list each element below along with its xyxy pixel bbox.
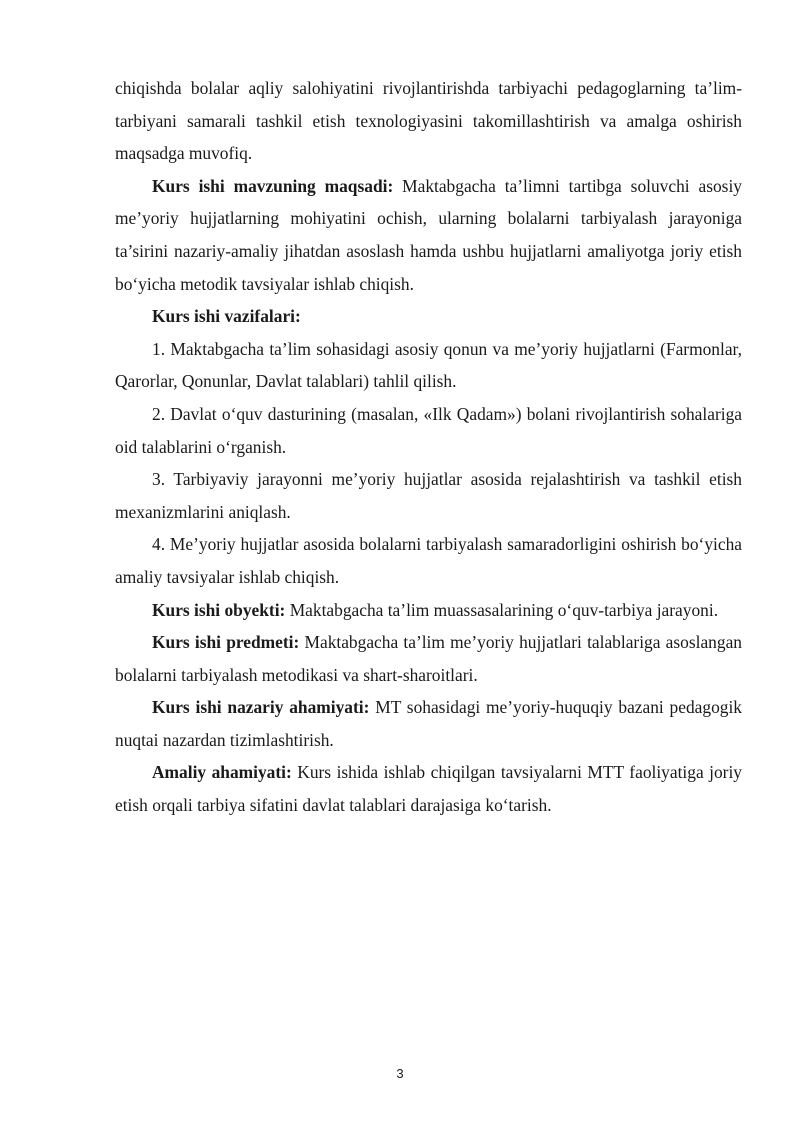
theoretical-text: MT sohasidagi me’yoriy-huquqiy bazani pedagogik nuqtai nazardan tizimlashtirish. — [115, 697, 742, 750]
subject-label: Kurs ishi predmeti: — [152, 632, 300, 653]
paragraph-continuation — [115, 72, 742, 170]
theoretical-label: Kurs ishi nazariy ahamiyati: — [152, 697, 370, 718]
paragraph-theoretical-significance — [115, 691, 742, 756]
tasks-label: Kurs ishi vazifalari: — [152, 306, 301, 327]
task-item-2 — [115, 398, 742, 463]
task-text: 2. Davlat o‘quv dasturining (masalan, «Ilk Qadam») bolani rivojlantirish sohalariga oid talablarini o‘rganish. — [115, 403, 742, 457]
goal-text: Maktabgacha ta’limni tartibga soluvchi asosiy me’yoriy hujjatlarning mohiyatini ochish, ularning bolalarni tarbiyalash jarayoniga ta’sirini nazariy-amaliy jihatdan asoslash hamda ushbu hujjatlarni amaliyotga joriy etish bo‘yicha metodik tavsiyalar ishlab chiqish. — [115, 175, 742, 294]
task-item-3 — [115, 463, 742, 528]
paragraph-tasks-heading — [115, 300, 742, 333]
paragraph-text: chiqishda bolalar aqliy salohiyatini rivojlantirishda tarbiyachi pedagoglarning ta’lim-tarbiyani samarali tashkil etish texnologiyasini takomillashtirish va amalga oshirish maqsadga muvofiq. — [115, 78, 742, 164]
page-number: 3 — [396, 1066, 404, 1081]
task-text: 4. Me’yoriy hujjatlar asosida bolalarni tarbiyalash samaradorligini oshirish bo‘yicha amaliy tavsiyalar ishlab chiqish. — [115, 534, 742, 587]
object-text: Maktabgacha ta’lim muassasalarining o‘quv-tarbiya jarayoni. — [285, 599, 719, 620]
task-text: 1. Maktabgacha ta’lim sohasidagi asosiy qonun va me’yoriy hujjatlarni (Farmonlar, Qarorlar, Qonunlar, Davlat talablari) tahlil qilish. — [115, 338, 742, 392]
task-text: 3. Tarbiyaviy jarayonni me’yoriy hujjatlar asosida rejalashtirish va tashkil etish mexanizmlarini aniqlash. — [115, 469, 742, 522]
paragraph-goal — [115, 170, 742, 300]
subject-text: Maktabgacha ta’lim me’yoriy hujjatlari talablariga asoslangan bolalarni tarbiyalash metodikasi va shart-sharoitlari. — [115, 632, 742, 685]
paragraph-practical-significance — [115, 756, 742, 821]
object-label: Kurs ishi obyekti: — [152, 599, 286, 620]
document-body — [115, 72, 742, 822]
practical-label: Amaliy ahamiyati: — [152, 762, 292, 783]
task-item-4 — [115, 528, 742, 593]
paragraph-object — [115, 594, 742, 627]
goal-label: Kurs ishi mavzuning maqsadi: — [152, 175, 394, 196]
paragraph-subject — [115, 626, 742, 691]
practical-text: Kurs ishida ishlab chiqilgan tavsiyalarni MTT faoliyatiga joriy etish orqali tarbiya sifatini davlat talablari darajasiga ko‘tarish. — [115, 762, 742, 816]
task-item-1 — [115, 333, 742, 398]
